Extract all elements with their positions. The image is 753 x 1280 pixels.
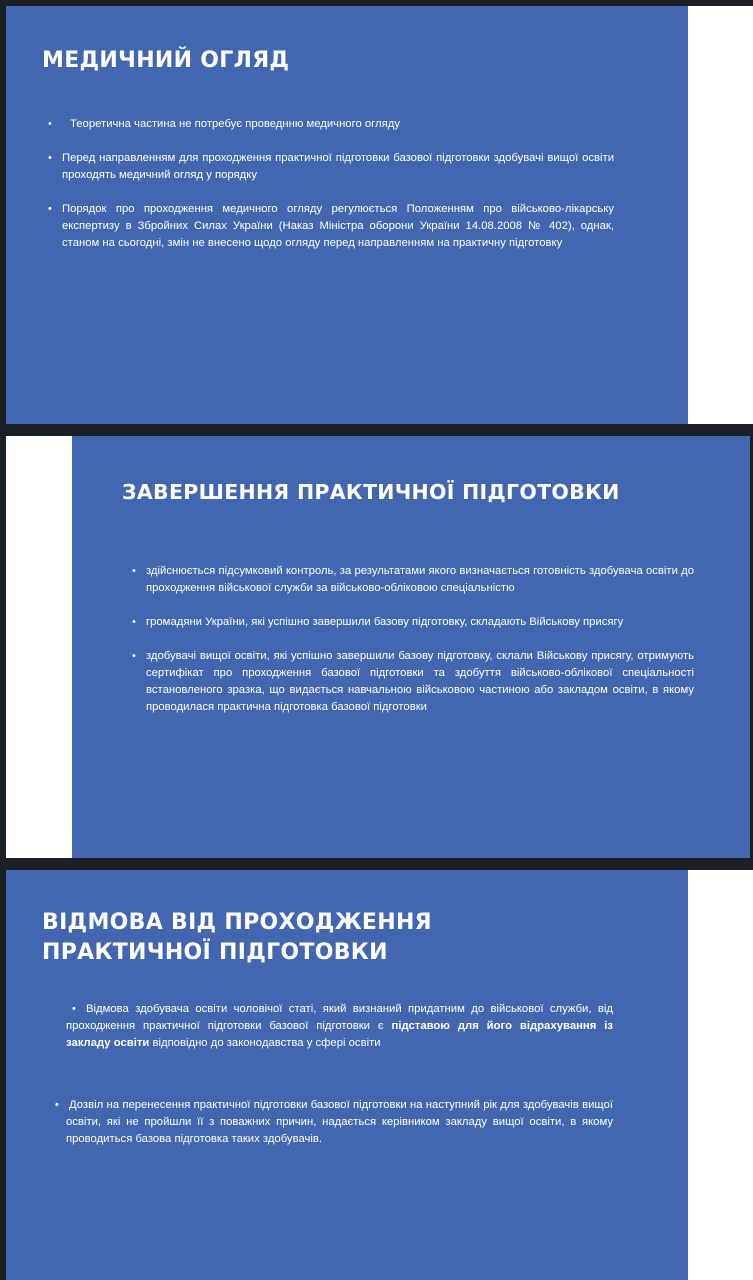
bullet-text-emphasis: підставою для його відрахування із закладу освіти xyxy=(66,1020,613,1049)
list-item xyxy=(52,1097,613,1148)
slide-title: ВІДМОВА ВІД ПРОХОДЖЕННЯ ПРАКТИЧНОЇ ПІДГОТОВКИ xyxy=(42,910,432,965)
list-item xyxy=(132,614,694,631)
slide-medical-exam xyxy=(0,6,753,424)
bullet-text: громадяни України, які успішно завершили базову підготовку, складають Військову присягу xyxy=(146,616,624,628)
list-item xyxy=(48,150,614,184)
bullet-text: Перед направленням для проходження практичної підготовки базової підготовки здобувачі вищої освіти проходять медичний огляд у порядку xyxy=(62,152,614,181)
list-item xyxy=(48,116,614,133)
slide-refusal xyxy=(0,870,753,1280)
bullet-dot: • xyxy=(48,152,52,164)
list-item xyxy=(48,201,614,252)
list-item xyxy=(132,563,694,597)
bullet-text-end: відповідно до законодавства у сфері освіти xyxy=(149,1037,381,1049)
bullet-text: Теоретична частина не потребує проведнню медичного огляду xyxy=(70,118,400,130)
bullet-list xyxy=(48,116,614,269)
bullet-list xyxy=(132,563,694,733)
bullet-dot: • xyxy=(48,203,52,215)
bullet-dot: • xyxy=(132,616,136,628)
bullet-text: здобувачі вищої освіти, які успішно завершили базову підготовку, склали Військову присягу, отримують сертифікат про проходження базової підготовки та здобуття військово-облікової спеціальності встановленого зразка, що видається навчальною військовою частиною або закладом освіти, в якому проводилася практична підготовка базової підготовки xyxy=(146,650,694,713)
list-item xyxy=(52,1001,613,1052)
bullet-dot: • xyxy=(48,118,52,130)
list-item xyxy=(132,648,694,716)
bullet-text: Порядок про проходження медичного огляду регулюється Положенням про військово-лікарську експертизу в Збройних Силах України (Наказ Міністра оборони України 14.08.2008 № 402), однак, станом на сьогодні, змін не внесено щодо огляду перед направленням на практичну підготовку xyxy=(62,203,614,249)
bullet-dot: • xyxy=(132,565,136,577)
bullet-text: Дозвіл на перенесення практичної підготовки базової підготовки на наступний рік для здобувачів вищої освіти, які не пройшли її з поважних причин, надається керівником закладу вищої освіти, в якому проводиться базова підготовка таких здобувачів. xyxy=(66,1099,613,1145)
bullet-dot: • xyxy=(72,1003,76,1015)
side-panel xyxy=(688,6,753,424)
bullet-text: здійснюється підсумковий контроль, за результатами якого визначається готовність здобувача освіти до проходження військової служби за військово-обліковою спеціальністю xyxy=(146,565,694,594)
slide-title: МЕДИЧНИЙ ОГЛЯД xyxy=(42,48,290,73)
side-panel xyxy=(6,436,72,858)
bullet-list xyxy=(52,1001,613,1148)
bullet-text-start: Відмова здобувача освіти чоловічої статі, який визнаний придатним до військової служби, від проходження практичної підготовки базової підготовки є xyxy=(66,1003,613,1032)
slide-completion xyxy=(0,436,753,858)
bullet-dot: • xyxy=(132,650,136,662)
bullet-dot: • xyxy=(55,1099,59,1111)
slide-title: ЗАВЕРШЕННЯ ПРАКТИЧНОЇ ПІДГОТОВКИ xyxy=(122,480,620,504)
side-panel xyxy=(688,870,753,1280)
